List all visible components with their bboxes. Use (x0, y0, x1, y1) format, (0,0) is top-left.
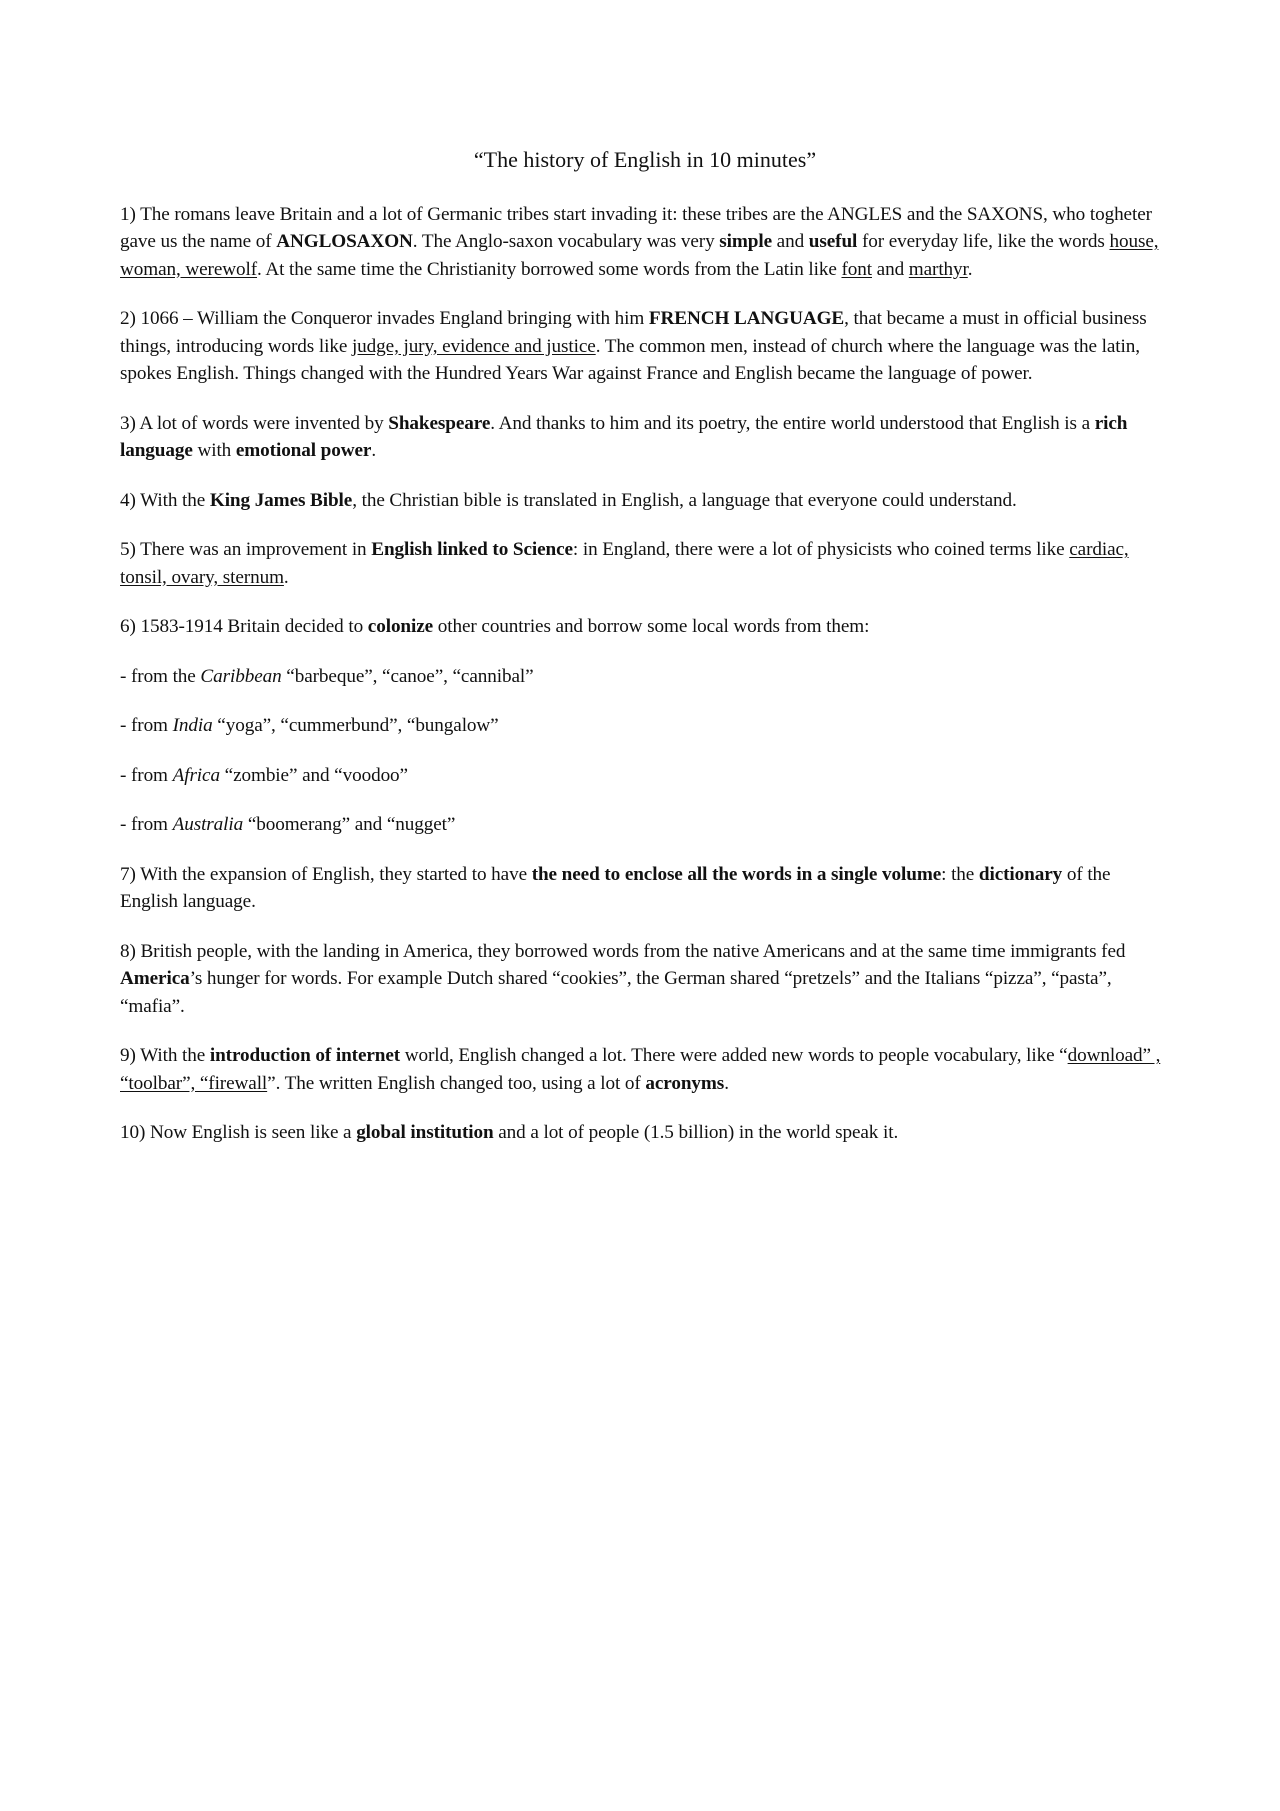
bold-text: global institution (356, 1122, 494, 1144)
text-run: and (771, 231, 809, 253)
underlined-text: cardiac, tonsil, ovary, sternum (120, 539, 1129, 588)
bold-text: Shakespeare (388, 412, 491, 434)
text-run: other countries and borrow some local words from them: (433, 616, 870, 638)
text-run: . (724, 1072, 729, 1094)
text-run: - from (120, 814, 173, 836)
text-run: ”. The written English changed too, using a lot of (267, 1072, 646, 1094)
text-run: - from (120, 715, 173, 737)
text-run: 9) With the (120, 1045, 210, 1067)
text-run: and (871, 258, 909, 280)
document-body (120, 201, 1170, 1147)
text-run: . (967, 258, 973, 280)
text-run: for everyday life, like the words (857, 231, 1110, 253)
text-run: of the English language. (120, 863, 1111, 913)
text-run: . The common men, instead of church where the language was the latin, spokes English. Things changed with the Hundred Years War against France and English became the language of power. (120, 335, 1140, 385)
text-run: ’s hunger for words. For example Dutch shared “cookies”, the German shared “pretzels” and the Italians “pizza”, “pasta”, “mafia”. (120, 968, 1112, 1017)
italic-text: Africa (172, 764, 220, 786)
text-run: “boomerang” and “nugget” (243, 814, 456, 836)
text-run: : the (941, 863, 979, 885)
text-run: with (192, 440, 236, 462)
paragraph-1 (120, 201, 1170, 284)
document-title: “The history of English in 10 minutes” (473, 147, 817, 172)
text-run: - from (120, 764, 173, 786)
text-run: : in England, there were a lot of physicists who coined terms like (572, 539, 1070, 561)
text-run: 8) British people, with the landing in America, they borrowed words from the native Americans and at the same time immigrants fed (120, 940, 1126, 962)
text-run: “barbeque”, “canoe”, “cannibal” (281, 665, 534, 687)
paragraph-12 (120, 938, 1170, 1021)
text-run: 4) With the (120, 489, 210, 511)
paragraph-14 (120, 1119, 1170, 1147)
text-run: . The Anglo-saxon vocabulary was very (412, 231, 720, 253)
bold-text: FRENCH LANGUAGE (648, 308, 845, 330)
text-run: 10) Now English is seen like a (120, 1122, 357, 1144)
text-run: . And thanks to him and its poetry, the entire world understood that English is a (490, 412, 1095, 434)
underlined-text: house, woman, werewolf (120, 231, 1159, 280)
text-run: 1) The romans leave Britain and a lot of Germanic tribes start invading it: these tribes are the ANGLES and the SAXONS, who togheter gave us the name of (120, 203, 1152, 253)
bold-text: ANGLOSAXON (276, 231, 413, 253)
text-run: and a lot of people (1.5 billion) in the world speak it. (493, 1122, 899, 1144)
text-run: 5) There was an improvement in (120, 539, 372, 561)
bold-text: King James Bible (209, 489, 353, 511)
text-run: . At the same time the Christianity borrowed some words from the Latin like (257, 258, 842, 280)
paragraph-6 (120, 613, 1170, 641)
underlined-text: marthyr (908, 258, 968, 280)
paragraph-9 (120, 762, 1170, 790)
italic-text: India (172, 715, 213, 737)
bold-text: useful (808, 231, 858, 253)
text-run: , the Christian bible is translated in English, a language that everyone could understand. (352, 489, 1017, 511)
bold-text: dictionary (978, 863, 1063, 885)
italic-text: Australia (172, 814, 244, 836)
bold-text: the need to enclose all the words in a single volume (531, 863, 942, 885)
bold-text: emotional power (235, 440, 372, 462)
text-run: 7) With the expansion of English, they started to have (120, 863, 532, 885)
bold-text: introduction of internet (209, 1045, 401, 1067)
underlined-text: judge, jury, evidence and justice (351, 335, 596, 357)
text-run: “yoga”, “cummerbund”, “bungalow” (212, 715, 499, 737)
underlined-text: font (841, 258, 872, 280)
bold-text: colonize (367, 616, 434, 638)
paragraph-10 (120, 811, 1170, 839)
paragraph-7 (120, 663, 1170, 691)
paragraph-8 (120, 712, 1170, 740)
text-run: “zombie” and “voodoo” (219, 764, 408, 786)
document-page (120, 146, 1170, 1169)
bold-text: English linked to Science (371, 539, 573, 561)
paragraph-4 (120, 487, 1170, 515)
text-run: world, English changed a lot. There were added new words to people vocabulary, like “ (400, 1045, 1068, 1067)
paragraph-11 (120, 861, 1170, 916)
text-run: 2) 1066 – William the Conqueror invades England bringing with him (120, 308, 649, 330)
paragraph-5 (120, 536, 1170, 591)
bold-text: rich language (120, 412, 1128, 462)
bold-text: acronyms (645, 1072, 725, 1094)
bold-text: America (120, 968, 190, 990)
paragraph-2 (120, 305, 1170, 388)
text-run: 6) 1583-1914 Britain decided to (120, 616, 368, 638)
text-run: , that became a must in official business things, introducing words like (120, 308, 1147, 357)
text-run: - from the (120, 665, 201, 687)
paragraph-3 (120, 410, 1170, 465)
text-run: . (283, 566, 289, 588)
bold-text: simple (719, 231, 772, 253)
underlined-text: download” , “toolbar”, “firewall (120, 1045, 1161, 1094)
text-run: . (371, 440, 377, 462)
text-run: 3) A lot of words were invented by (120, 412, 389, 434)
italic-text: Caribbean (200, 665, 282, 687)
paragraph-13 (120, 1042, 1170, 1097)
